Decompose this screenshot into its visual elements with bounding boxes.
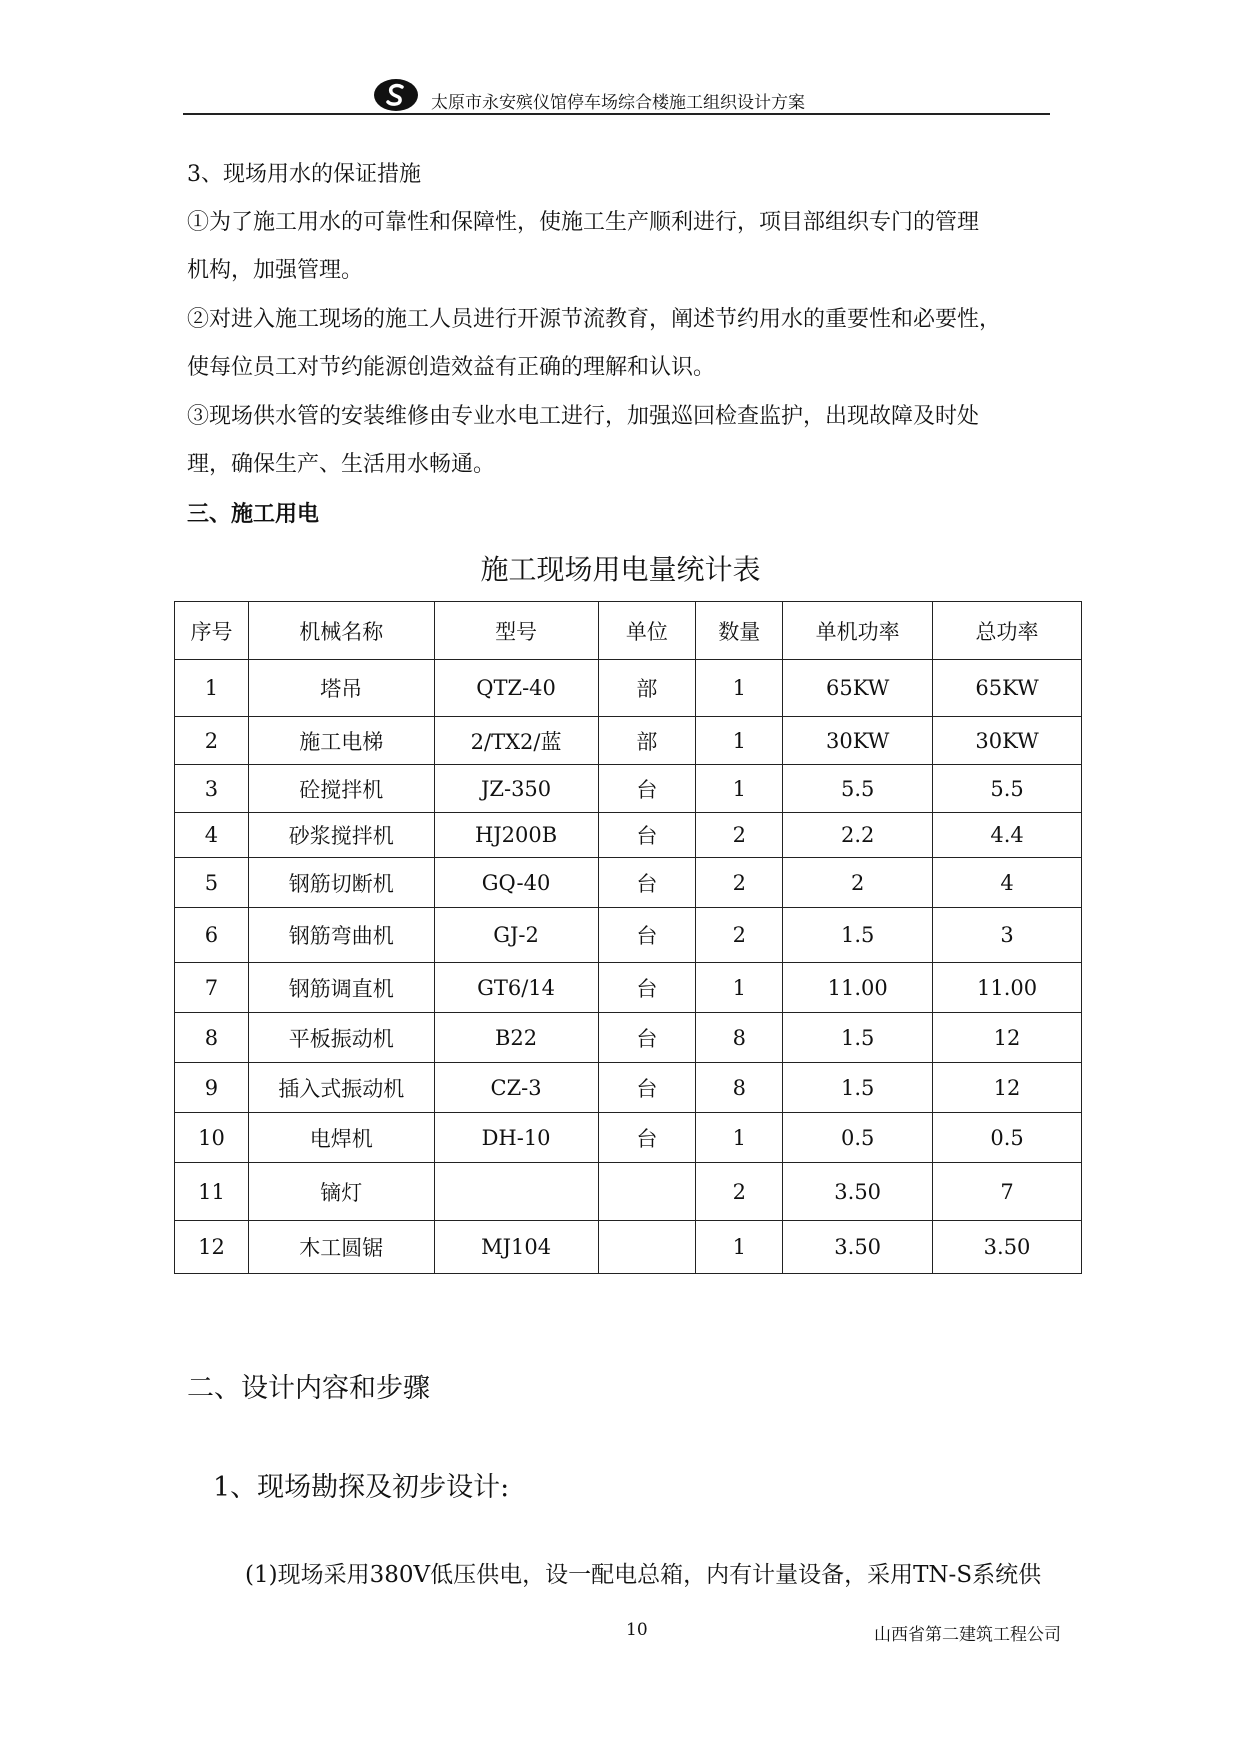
table-cell: 砂浆搅拌机 — [248, 813, 434, 858]
table-cell: 2/TX2/蓝 — [434, 717, 598, 765]
page-header — [183, 76, 1050, 116]
table-cell: 3 — [175, 765, 249, 813]
table-cell: 30KW — [783, 717, 933, 765]
table-cell: 台 — [598, 813, 696, 858]
table-cell: 1 — [696, 963, 783, 1013]
table-cell: DH-10 — [434, 1113, 598, 1163]
table-cell: 2 — [696, 858, 783, 908]
header-cell: 单机功率 — [783, 602, 933, 660]
table-cell: HJ200B — [434, 813, 598, 858]
table-cell: 平板振动机 — [248, 1013, 434, 1063]
table-row — [175, 813, 1082, 858]
subsection-heading: 1、现场勘探及初步设计: — [213, 1472, 510, 1503]
header-rule — [183, 113, 1050, 115]
paragraph-2-line-1: ②对进入施工现场的施工人员进行开源节流教育，阐述节约用水的重要性和必要性， — [187, 307, 1002, 332]
table-row — [175, 1163, 1082, 1221]
table-row — [175, 717, 1082, 765]
table-cell: GJ-2 — [434, 908, 598, 963]
table-row — [175, 1221, 1082, 1274]
table-cell: 2 — [783, 858, 933, 908]
table-cell: 台 — [598, 963, 696, 1013]
table-cell: 台 — [598, 858, 696, 908]
table-cell: 2 — [696, 908, 783, 963]
table-cell: 7 — [933, 1163, 1082, 1221]
table-row — [175, 765, 1082, 813]
table-cell: 12 — [175, 1221, 249, 1274]
table-cell: 木工圆锯 — [248, 1221, 434, 1274]
table-row — [175, 1013, 1082, 1063]
table-cell: 30KW — [933, 717, 1082, 765]
table-cell — [434, 1163, 598, 1221]
header-cell: 机械名称 — [248, 602, 434, 660]
table-row — [175, 660, 1082, 717]
table-cell: GQ-40 — [434, 858, 598, 908]
section-2-heading: 二、设计内容和步骤 — [187, 1373, 430, 1404]
table-cell: QTZ-40 — [434, 660, 598, 717]
table-cell: 台 — [598, 1113, 696, 1163]
table-cell: 1.5 — [783, 1063, 933, 1113]
table-cell: 2 — [175, 717, 249, 765]
footer-company-name: 山西省第二建筑工程公司 — [874, 1625, 1061, 1645]
table-cell: 部 — [598, 660, 696, 717]
table-row — [175, 963, 1082, 1013]
table-cell: 5.5 — [783, 765, 933, 813]
header-cell: 单位 — [598, 602, 696, 660]
table-cell: 钢筋弯曲机 — [248, 908, 434, 963]
table-cell: 0.5 — [783, 1113, 933, 1163]
page-number: 10 — [626, 1620, 648, 1640]
table-cell: 钢筋调直机 — [248, 963, 434, 1013]
table-cell: 65KW — [783, 660, 933, 717]
table-cell: 6 — [175, 908, 249, 963]
table-cell: 2 — [696, 1163, 783, 1221]
power-statistics-table — [174, 601, 1082, 1274]
table-header-row — [175, 602, 1082, 660]
table-cell: MJ104 — [434, 1221, 598, 1274]
table-cell: 12 — [933, 1063, 1082, 1113]
table-cell: 1 — [175, 660, 249, 717]
header-cell: 总功率 — [933, 602, 1082, 660]
table-cell: 8 — [696, 1013, 783, 1063]
table-cell: 7 — [175, 963, 249, 1013]
table-cell: 12 — [933, 1013, 1082, 1063]
table-cell: 2 — [696, 813, 783, 858]
table-cell: 台 — [598, 1013, 696, 1063]
table-cell: 11.00 — [783, 963, 933, 1013]
table-cell: 0.5 — [933, 1113, 1082, 1163]
table-cell: 3 — [933, 908, 1082, 963]
table-cell: 砼搅拌机 — [248, 765, 434, 813]
paragraph-1-line-2: 机构，加强管理。 — [187, 258, 364, 283]
table-cell: 钢筋切断机 — [248, 858, 434, 908]
table-cell: 8 — [175, 1013, 249, 1063]
table-cell: 10 — [175, 1113, 249, 1163]
table-cell: 4 — [933, 858, 1082, 908]
table-cell: 1.5 — [783, 1013, 933, 1063]
paragraph-1-line-1: ①为了施工用水的可靠性和保障性，使施工生产顺利进行，项目部组织专门的管理 — [187, 210, 980, 235]
table-cell: 插入式振动机 — [248, 1063, 434, 1113]
table-cell: 1 — [696, 717, 783, 765]
table-cell: 施工电梯 — [248, 717, 434, 765]
table-cell: 3.50 — [783, 1221, 933, 1274]
table-cell — [598, 1163, 696, 1221]
table-cell: 1.5 — [783, 908, 933, 963]
table-cell: 9 — [175, 1063, 249, 1113]
table-cell: JZ-350 — [434, 765, 598, 813]
table-cell: 65KW — [933, 660, 1082, 717]
header-cell: 序号 — [175, 602, 249, 660]
table-cell: CZ-3 — [434, 1063, 598, 1113]
table-cell: 台 — [598, 765, 696, 813]
table-row — [175, 908, 1082, 963]
table-cell: 1 — [696, 1221, 783, 1274]
table-cell: 塔吊 — [248, 660, 434, 717]
table-row — [175, 1113, 1082, 1163]
table-cell: 8 — [696, 1063, 783, 1113]
paragraph-3-line-1: ③现场供水管的安装维修由专业水电工进行，加强巡回检查监护，出现故障及时处 — [187, 404, 980, 429]
table-cell: B22 — [434, 1013, 598, 1063]
table-row — [175, 1063, 1082, 1113]
table-cell: 4.4 — [933, 813, 1082, 858]
header-cell: 型号 — [434, 602, 598, 660]
table-cell: 5 — [175, 858, 249, 908]
table-row — [175, 858, 1082, 908]
table-title: 施工现场用电量统计表 — [480, 553, 761, 586]
paragraph-3-line-2: 理，确保生产、生活用水畅通。 — [187, 452, 496, 477]
table-cell: 台 — [598, 908, 696, 963]
paragraph-heading-water: 3、现场用水的保证措施 — [187, 162, 421, 187]
paragraph-2-line-2: 使每位员工对节约能源创造效益有正确的理解和认识。 — [187, 355, 716, 380]
table-cell: 11 — [175, 1163, 249, 1221]
header-cell: 数量 — [696, 602, 783, 660]
table-cell: 1 — [696, 660, 783, 717]
table-cell: 4 — [175, 813, 249, 858]
header-title: 太原市永安殡仪馆停车场综合楼施工组织设计方案 — [431, 93, 805, 113]
table-cell: 11.00 — [933, 963, 1082, 1013]
table-cell: 1 — [696, 765, 783, 813]
table-cell: 电焊机 — [248, 1113, 434, 1163]
table-cell: 2.2 — [783, 813, 933, 858]
table-cell: 部 — [598, 717, 696, 765]
table-cell — [598, 1221, 696, 1274]
table-cell: 镝灯 — [248, 1163, 434, 1221]
table-cell: GT6/14 — [434, 963, 598, 1013]
table-cell: 5.5 — [933, 765, 1082, 813]
table-cell: 3.50 — [933, 1221, 1082, 1274]
table-cell: 3.50 — [783, 1163, 933, 1221]
table-cell: 1 — [696, 1113, 783, 1163]
list-item-text: (1)现场采用380V低压供电，设一配电总箱，内有计量设备，采用TN-S系统供 — [245, 1562, 1042, 1588]
company-logo-s-icon — [373, 78, 419, 112]
table-cell: 台 — [598, 1063, 696, 1113]
section-heading-electricity: 三、施工用电 — [187, 501, 320, 527]
